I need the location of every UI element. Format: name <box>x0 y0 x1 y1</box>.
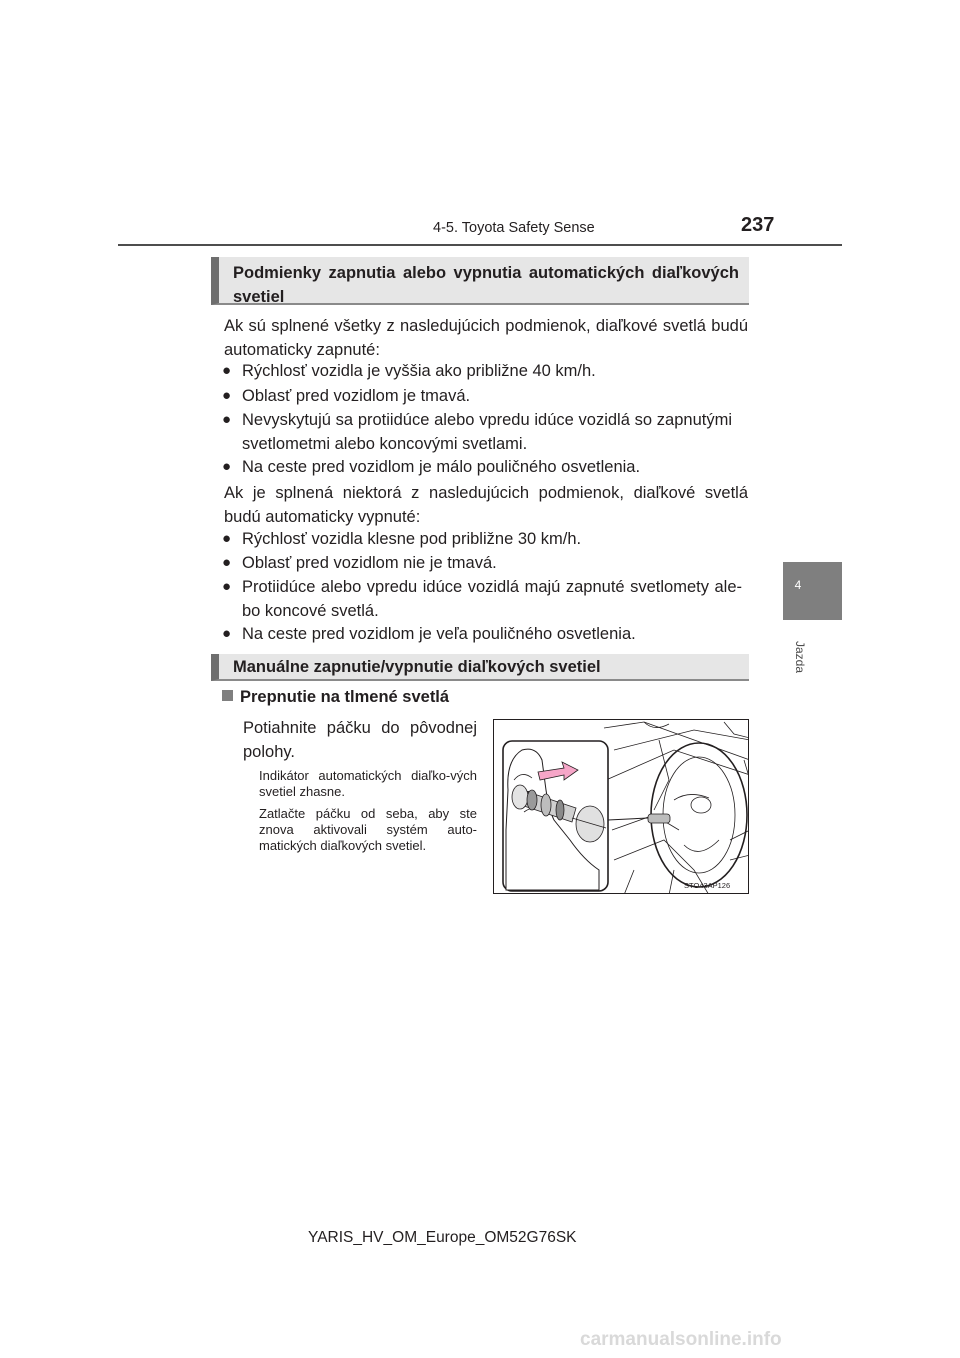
subheading <box>222 688 449 707</box>
on-condition-item <box>222 408 750 456</box>
section-breadcrumb: 4-5. Toyota Safety Sense <box>433 220 595 236</box>
on-condition-text: Rýchlosť vozidla je vyššia ako približne 40 km/h. <box>242 362 596 380</box>
chapter-label: Jazda <box>793 640 807 674</box>
off-condition-item <box>222 622 750 646</box>
page-number: 237 <box>741 214 775 236</box>
instruction-note: Indikátor automatických diaľko-vých svetiel zhasne. <box>259 768 477 799</box>
watermark-text: carmanualsonline.info <box>580 1329 782 1350</box>
watermark-logo <box>578 1326 848 1350</box>
bullet-icon: ● <box>222 554 232 571</box>
section-heading-auto-high-beam <box>211 257 749 305</box>
square-bullet-icon <box>222 690 233 701</box>
off-condition-item <box>222 527 750 551</box>
off-condition-item <box>222 551 750 575</box>
on-condition-text: Na ceste pred vozidlom je málo pouličného osvetlenia. <box>242 458 641 476</box>
on-condition-item <box>222 384 750 408</box>
off-condition-text: Protiidúce alebo vpredu idúce vozidlá majú zapnuté svetlomety ale-bo koncové svetlá. <box>242 578 742 620</box>
bullet-icon: ● <box>222 411 232 428</box>
section-heading-manual-high-beam: Manuálne zapnutie/vypnutie diaľkových svetiel <box>211 654 749 681</box>
bullet-icon: ● <box>222 578 232 595</box>
off-condition-text: Na ceste pred vozidlom je veľa pouličného osvetlenia. <box>242 625 636 643</box>
subheading-text: Prepnutie na tlmené svetlá <box>240 688 450 706</box>
on-condition-item <box>222 359 750 383</box>
off-condition-item <box>222 575 750 623</box>
instruction-text: Potiahnite páčku do pôvodnej polohy. <box>243 719 477 761</box>
on-condition-item <box>222 455 750 479</box>
intro-off-paragraph: Ak je splnená niektorá z nasledujúcich podmienok, diaľkové svetlá budú automaticky vypnuté: <box>224 484 748 526</box>
on-condition-text: Nevyskytujú sa protiidúce alebo vpredu idúce vozidlá so zapnutými svetlometmi alebo koncovými svetlami. <box>242 411 732 453</box>
off-condition-text: Rýchlosť vozidla klesne pod približne 30 km/h. <box>242 530 582 548</box>
on-condition-text: Oblasť pred vozidlom je tmavá. <box>242 387 471 405</box>
bullet-icon: ● <box>222 625 232 642</box>
bullet-icon: ● <box>222 362 232 379</box>
lever-drawing <box>494 720 749 894</box>
bullet-icon: ● <box>222 458 232 475</box>
bullet-icon: ● <box>222 387 232 404</box>
off-condition-text: Oblasť pred vozidlom nie je tmavá. <box>242 554 497 572</box>
header-divider <box>118 244 842 246</box>
section-heading-line1: Podmienky zapnutia alebo vypnutia automatických diaľkových <box>233 264 739 282</box>
instruction-note: Zatlačte páčku od seba, aby ste znova aktivovali systém auto-matických diaľkových svetiel. <box>259 806 477 853</box>
lever-illustration <box>493 719 749 894</box>
intro-on-paragraph: Ak sú splnené všetky z nasledujúcich podmienok, diaľkové svetlá budú automaticky zapnuté: <box>224 317 748 359</box>
chapter-number: 4 <box>794 578 802 592</box>
document-id: YARIS_HV_OM_Europe_OM52G76SK <box>308 1229 577 1246</box>
section-heading-line2: svetiel <box>233 288 285 306</box>
figure-code: STO43AP126 <box>684 881 731 890</box>
bullet-icon: ● <box>222 530 232 547</box>
